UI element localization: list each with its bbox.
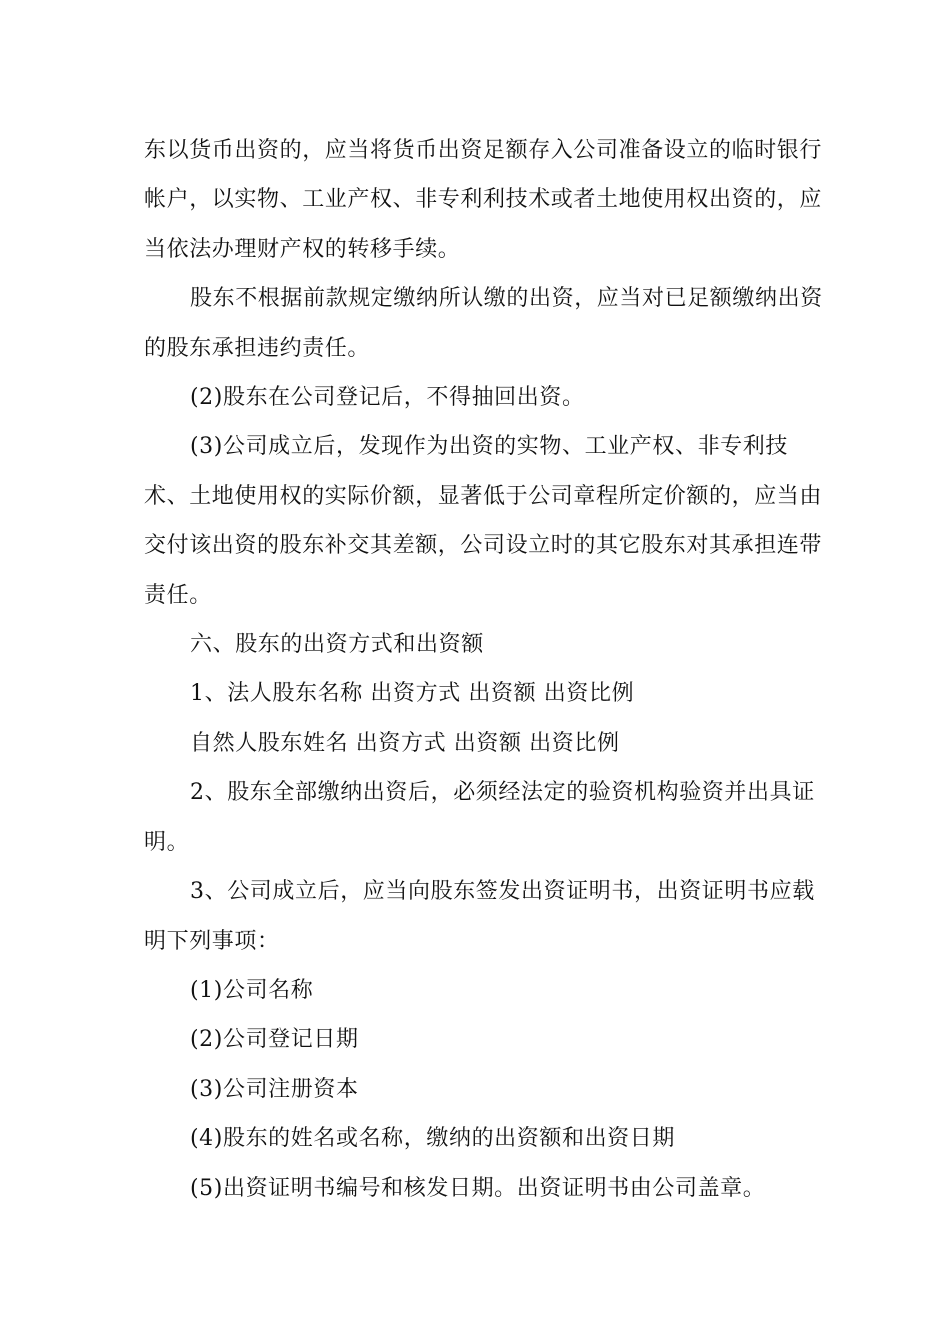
list-item-registration-date: (2)公司登记日期 [190,1027,359,1053]
line-corporate-shareholder-columns: 1、法人股东名称 出资方式 出资额 出资比例 [190,681,635,707]
document-body [144,126,824,1213]
list-item-certificate-number: (5)出资证明书编号和核发日期。出资证明书由公司盖章。 [190,1175,766,1201]
line-individual-shareholder-columns: 自然人股东姓名 出资方式 出资额 出资比例 [190,730,620,756]
paragraph-breach-liability: 股东不根据前款规定缴纳所认缴的出资，应当对已足额缴纳出资的股东承担违约责任。 [144,286,823,361]
paragraph-capital-verification: 2、股东全部缴纳出资后，必须经法定的验资机构验资并出具证明。 [144,780,815,855]
paragraph-item-3-undervalued-contribution: (3)公司成立后，发现作为出资的实物、工业产权、非专利技术、土地使用权的实际价额，显著低于公司章程所定价额的，应当由交付该出资的股东补交其差额，公司设立时的其它股东对其承担连带责任。 [144,434,823,608]
paragraph-contribution-certificate: 3、公司成立后，应当向股东签发出资证明书，出资证明书应载明下列事项： [144,879,815,954]
paragraph-item-2-no-withdrawal: (2)股东在公司登记后，不得抽回出资。 [190,385,585,411]
list-item-registered-capital: (3)公司注册资本 [190,1076,359,1102]
section-heading-contribution-method: 六、股东的出资方式和出资额 [190,632,484,658]
list-item-company-name: (1)公司名称 [190,977,314,1003]
paragraph-shareholder-contribution-transfer: 东以货币出资的，应当将货币出资足额存入公司准备设立的临时银行帐户，以实物、工业产权、非专利利技术或者土地使用权出资的，应当依法办理财产权的转移手续。 [144,138,823,262]
list-item-shareholder-details: (4)股东的姓名或名称，缴纳的出资额和出资日期 [190,1126,675,1152]
